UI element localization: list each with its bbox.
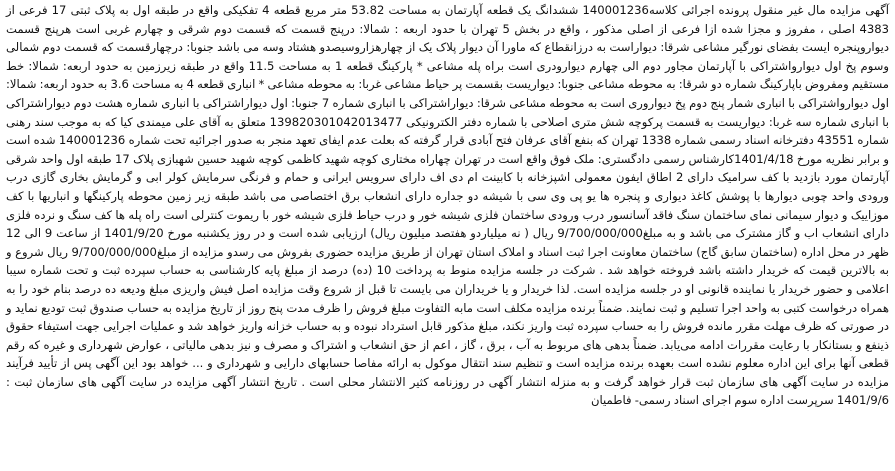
auction-notice-body: آگهی مزایده مال غیر منقول پرونده اجرائی کلاسه140001236 ششدانگ یک قطعه آپارتمان به مساحت 53.82 متر مربع قطعه 4 تفکیکی واقع در طبقه اول به پلاک ثبتی 17 فرعی از 4383 اصلی ، مفروز و مجزا شده ازا فرعی از اصلی مذکور ، واقع در بخش 5 تهران با حدود اربعه : شمالا: درپنج قسمت که قسمت دوم شرقی و چهارم غربی است هرپنج قسمت دیواروپنجره ایست بفضای نورگیر مشاعی شرقا: دیواراست به درزانقطاع که ماورا آن دیوار پلاک یک از چهارهزاروسیصدو هشتاد وسه می باشد جنوبا: درچهارقسمت که قسمت دوم شمالی وسوم پخ اول دیوارواشتراکی با آپارتمان مجاور دوم الی چهارم دیوارودری است براه پله مشاعی * پارکینگ قطعه 1 به مساحت 11.5 واقع در طبقه زیرزمین به حدود اربعه: شمالا: خط مستقیم ومفروض باپارکینگ شماره دو شرقا: به محوطه مشاعی جنوبا: دیواریست بقسمت پر حیاط مشاعی غربا: به محوطه مشاعی * انباری قطعه 4 به مساحت 3.6 به حدود اربعه: شمالا: اول دیوارواشتراکی با انباری شمار پنج دوم پخ دیواروری است به محوطه مشاعی شرقا: دیواراشتراکی با انباری شماره 7 جنوبا: اول دیواراشتراکی با انباری شماره هشت دوم دیواراشتراکی با انباری شماره سه غربا: دیواریست به قسمت پرکوچه شش متری اصلاحی با شماره دفتر الکترونیکی 139820301042013477 متعلق به آقای علی میمندی کیا که به موجب سند رهنی شماره 43551 دفترخانه اسناد رسمی شماره 1338 تهران که بنفع آقای عرفان فتح آبادی قرار گرفته که بعلت عدم ایفای تعهد منجر به صدور اجرائیه تحت شماره 140001236 شده است و برابر نظریه مورخ 1401/4/18کارشناس رسمی دادگستری: ملک فوق واقع است در تهران چهاراه مختاری کوچه شهید کاظمی کوچه شهید حسین شهبازی پلاک 17 طبقه اول واحد شرقی آپارتمان مورد بازدید با کف سرامیک دارای 2 اطاق ایفون معمولی اشپزخانه با کابینت ام دی اف دارای سرویس ایرانی و حمام و فرنگی سرمایش کولر ابی و گرمایش بخاری گازی درب ورودی واحد چوبی دیوارها با پوشش کاغذ دیواری و پنجره ها یو پی وی سی با شیشه دو جداره دارای انشعاب برق اختصاصی می باشد طبقه زیر زمین محوطه پارکینگها و انباریها با کف موزاییک و دیوار سیمانی نمای ساختمان سنگ فاقد آسانسور درب ورودی ساختمان فلزی شیشه خور و درب حیاط فلزی شیشه خور با ریموت کنترلی است راه پله ها کف سنگ و نرده فلزی دارای انشعاب اب و گاز مشترک می باشد و به مبلغ9/700/000/000 ریال ( نه میلیاردو هفتصد میلیون ریال) ارزیابی شده است و در روز یکشنبه مورخ 1401/9/20 از ساعت 9 الی 12 ظهر در محل اداره (ساختمان سابق گاج) ساختمان معاونت اجرا ثبت اسناد و املاک استان تهران از طریق مزایده حضوری بفروش می رسدو مزایده از مبلغ9/700/000/000 ریال شروع و به بالاترین قیمت که خریدار داشته باشد فروخته خواهد شد . شرکت در جلسه مزایده منوط به پرداخت 10 (ده) درصد از مبلغ پایه کارشناسی به حساب سپرده ثبت و تحت شماره سیبا اعلامی و حضور خریدار یا نماینده قانونی او در جلسه مزایده است. لذا خریدار و یا خریداران می بایست تا قبل از شروع وقت مزایده اصل فیش واریزی مبلغ ودیعه ده درصد بنام خود را به همراه درخواست کتبی به واحد اجرا تسلیم و ثبت نمایند. ضمناً برنده مزایده مکلف است مابه التفاوت مبلغ فروش را ظرف مدت پنج روز از تاریخ مزایده به حساب صندوق ثبت تودیع نماید و در صورتی که ظرف مهلت مقرر مانده فروش را به حساب سپرده ثبت واریز نکند، مبلغ مذکور قابل استرداد نبوده و به حساب خزانه واریز خواهد شد و عملیات اجرایی جهت استیفاء حقوق ذینفع و بستانکار با رعایت مقررات ادامه می‌یابد. ضمناً بدهی های مربوط به آب ، برق ، گاز ، اعم از حق انشعاب و اشتراک و مصرف و نیز بدهی مالیاتی ، عوارض شهرداری و غیره که رقم قطعی آنها برای این اداره معلوم نشده است بعهده برنده مزایده است و تنظیم سند انتقال موکول به ارائه مفاصا حسابهای دارایی و شهرداری و ... خواهد بود این آگهی پس از تأیید فرآیند مزایده در سایت آگهی های سازمان ثبت قرار خواهد گرفت و به منزله انتشار آگهی در روزنامه کثیر الانتشار محلی است . تاریخ انتشار آگهی مزایده در سایت آگهی های سازمان ثبت : 1401/9/6 سرپرست اداره سوم اجرای اسناد رسمی- فاطمیان [6,3,890,408]
